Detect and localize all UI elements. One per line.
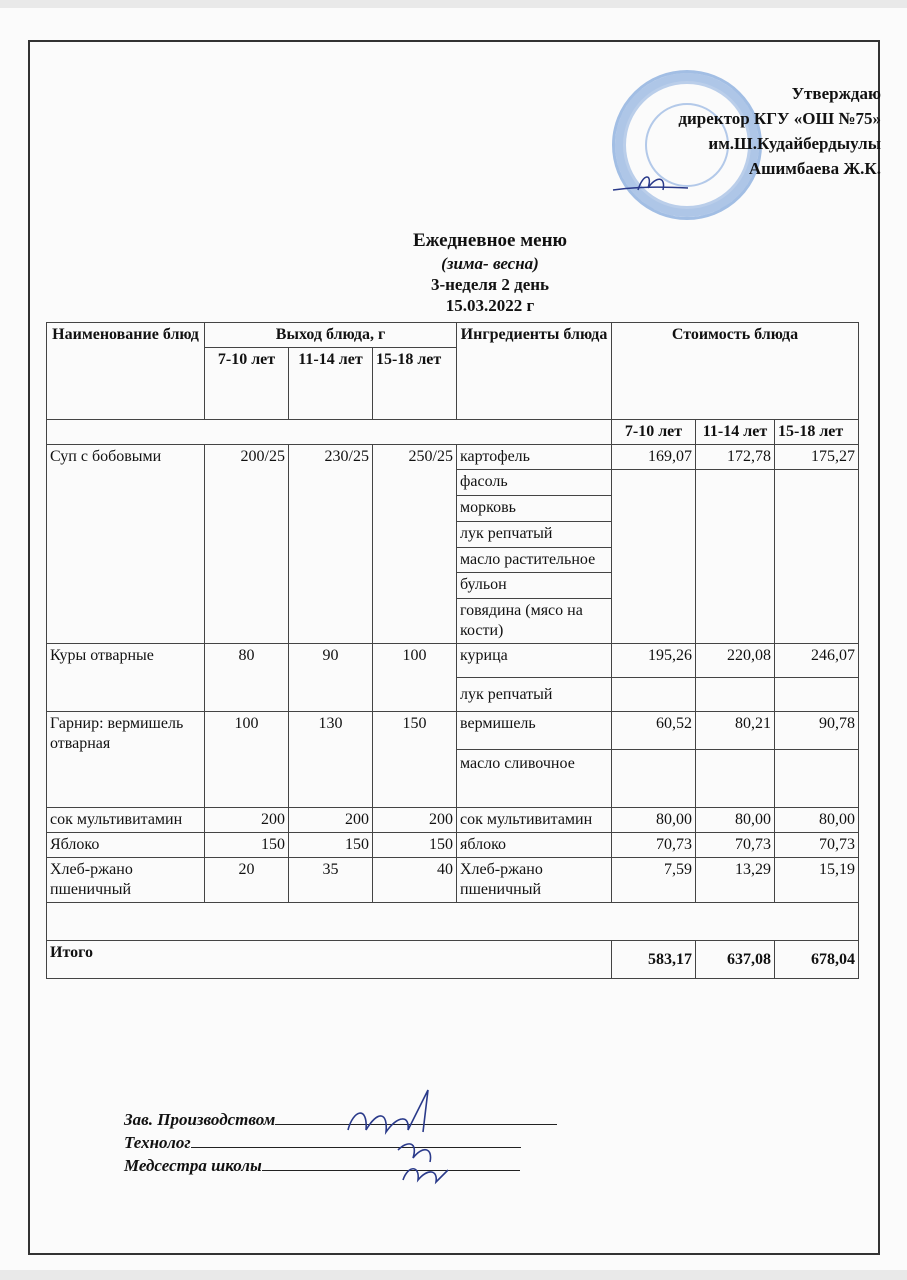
output-age-1: 20: [205, 858, 289, 903]
cost-age-3: 175,27: [775, 445, 859, 470]
cost-age-2: 172,78: [696, 445, 775, 470]
header-name: Наименование блюд: [47, 323, 205, 420]
header-cost-age-1: 7-10 лет: [612, 420, 696, 445]
dish-name: сок мультивитамин: [47, 808, 205, 833]
cost-age-3: 246,07: [775, 644, 859, 678]
ingredient: говядина (мясо на кости): [457, 599, 612, 644]
header-output-age-1: 7-10 лет: [205, 348, 289, 420]
ingredient: лук репчатый: [457, 522, 612, 548]
output-age-2: 130: [289, 712, 373, 808]
output-age-3: 250/25: [373, 445, 457, 644]
table-row: [47, 445, 859, 470]
table-row: [47, 808, 859, 833]
cost-age-1: 7,59: [612, 858, 696, 903]
output-age-2: 200: [289, 808, 373, 833]
cost-age-1: 70,73: [612, 833, 696, 858]
total-age-2: 637,08: [696, 941, 775, 979]
menu-title: Ежедневное меню: [412, 230, 568, 251]
document-page: [0, 8, 907, 1270]
ingredient: вермишель: [457, 712, 612, 750]
ingredient: фасоль: [457, 470, 612, 496]
ingredient: масло растительное: [457, 548, 612, 573]
cost-age-1: 169,07: [612, 445, 696, 470]
output-age-3: 150: [373, 833, 457, 858]
output-age-2: 150: [289, 833, 373, 858]
approval-line-4: Ашимбаева Ж.К.: [748, 159, 881, 178]
ingredient: масло сливочное: [457, 750, 612, 808]
empty-row: [47, 903, 859, 941]
cost-age-2: 220,08: [696, 644, 775, 678]
cost-age-1: 80,00: [612, 808, 696, 833]
cost-age-1: 195,26: [612, 644, 696, 678]
table-row: [47, 858, 859, 903]
total-age-1: 583,17: [612, 941, 696, 979]
output-age-3: 200: [373, 808, 457, 833]
cost-age-3: 70,73: [775, 833, 859, 858]
technologist-label: Технолог: [124, 1133, 191, 1152]
dish-name: Куры отварные: [47, 644, 205, 712]
approval-line-2: директор КГУ «ОШ №75»: [678, 109, 881, 128]
dish-name: Яблоко: [47, 833, 205, 858]
approval-line-3: им.Ш.Кудайбердыулы: [708, 134, 881, 153]
output-age-1: 200: [205, 808, 289, 833]
ingredient: морковь: [457, 496, 612, 522]
output-age-3: 150: [373, 712, 457, 808]
menu-date: 15.03.2022 г: [445, 296, 535, 315]
ingredient: лук репчатый: [457, 678, 612, 712]
output-age-1: 100: [205, 712, 289, 808]
cost-age-2: 80,00: [696, 808, 775, 833]
ingredient: картофель: [457, 445, 612, 470]
menu-title-block: [280, 228, 700, 316]
header-ingredients: Ингредиенты блюда: [457, 323, 612, 420]
total-row: [47, 941, 859, 979]
output-age-2: 90: [289, 644, 373, 712]
output-age-3: 100: [373, 644, 457, 712]
output-age-1: 150: [205, 833, 289, 858]
header-cost-age-3: 15-18 лет: [775, 420, 859, 445]
ingredient: яблоко: [457, 833, 612, 858]
menu-season: (зима- весна): [441, 254, 539, 273]
table-row: [47, 644, 859, 678]
ingredient: Хлеб-ржано пшеничный: [457, 858, 612, 903]
total-label: Итого: [47, 941, 612, 979]
nurse-label: Медсестра школы: [124, 1156, 262, 1175]
output-age-1: 200/25: [205, 445, 289, 644]
dish-name: Хлеб-ржано пшеничный: [47, 858, 205, 903]
menu-week: 3-неделя 2 день: [430, 275, 550, 294]
cost-age-2: 70,73: [696, 833, 775, 858]
dish-name: Суп с бобовыми: [47, 445, 205, 644]
total-age-3: 678,04: [775, 941, 859, 979]
table-header-row: [47, 323, 859, 348]
output-age-2: 35: [289, 858, 373, 903]
output-age-3: 40: [373, 858, 457, 903]
menu-table: [46, 322, 859, 979]
header-cost-age-2: 11-14 лет: [696, 420, 775, 445]
ingredient: сок мультивитамин: [457, 808, 612, 833]
production-label: Зав. Производством: [124, 1110, 276, 1129]
table-row: [47, 833, 859, 858]
dish-name: Гарнир: вермишель отварная: [47, 712, 205, 808]
handwritten-signatures: [338, 1070, 468, 1190]
output-age-1: 80: [205, 644, 289, 712]
cost-age-2: 80,21: [696, 712, 775, 750]
header-output-age-3: 15-18 лет: [373, 348, 457, 420]
output-age-2: 230/25: [289, 445, 373, 644]
header-cost: Стоимость блюда: [612, 323, 859, 420]
ingredient: бульон: [457, 573, 612, 599]
cost-age-3: 90,78: [775, 712, 859, 750]
cost-age-2: 13,29: [696, 858, 775, 903]
cost-age-1: 60,52: [612, 712, 696, 750]
cost-age-3: 80,00: [775, 808, 859, 833]
approval-line-1: Утверждаю: [791, 84, 881, 103]
cost-age-3: 15,19: [775, 858, 859, 903]
header-output-age-2: 11-14 лет: [289, 348, 373, 420]
approval-block: [678, 81, 881, 181]
table-row: [47, 712, 859, 750]
table-header-row: [47, 420, 859, 445]
header-output: Выход блюда, г: [205, 323, 457, 348]
director-signature: [608, 168, 698, 198]
ingredient: курица: [457, 644, 612, 678]
